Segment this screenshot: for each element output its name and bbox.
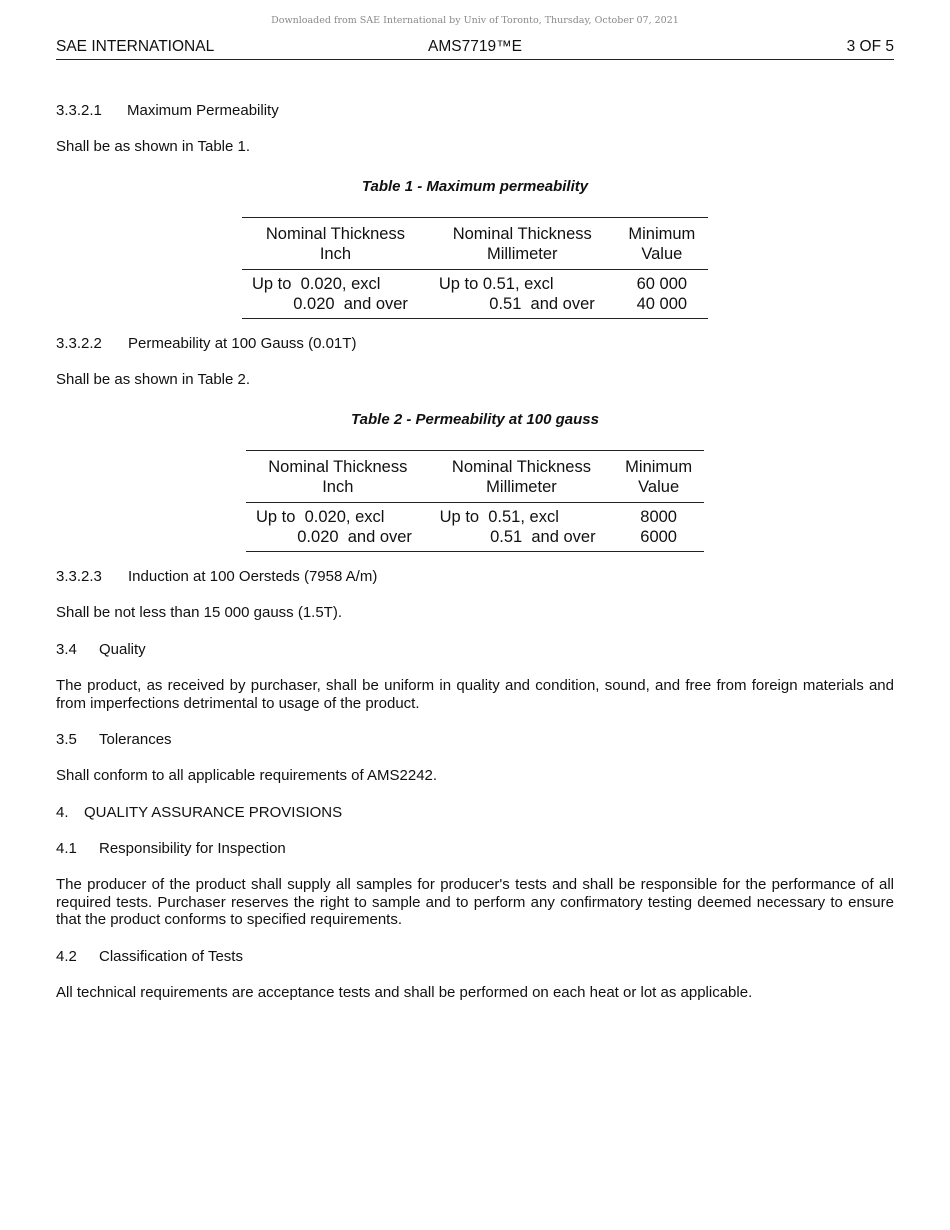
- table-cell-inch: 0.020 and over: [252, 295, 408, 313]
- section-heading-4-2: [56, 948, 243, 965]
- header-document-id: AMS7719™E: [428, 38, 522, 55]
- section-heading-4-1: [56, 840, 286, 857]
- section-number: 3.3.2.3: [56, 568, 102, 585]
- section-text-3-3-2-3: Shall be not less than 15 000 gauss (1.5T).: [56, 604, 343, 621]
- table-cell-inch: Up to 0.020, excl: [256, 508, 385, 526]
- section-number: 3.4: [56, 641, 77, 658]
- table-cell-value: 40 000: [636, 295, 688, 313]
- section-heading-4: [56, 804, 342, 821]
- table-row: [246, 527, 704, 552]
- table-cell-mm: 0.51 and over: [439, 528, 596, 546]
- table-header-cell: Nominal Thickness Inch: [242, 218, 429, 270]
- section-title: Induction at 100 Oersteds (7958 A/m): [128, 568, 378, 585]
- table-header-cell: Nominal Thickness Millimeter: [429, 218, 616, 270]
- table-cell-inch: Up to 0.020, excl: [252, 275, 381, 293]
- section-number: 3.5: [56, 731, 77, 748]
- table-cell-mm: Up to 0.51, excl: [439, 508, 559, 526]
- table-header-cell: Nominal Thickness Millimeter: [430, 451, 614, 503]
- table-cell-value: 8000: [640, 508, 677, 526]
- section-text-4-1: The producer of the product shall supply all samples for producer's tests and shall be responsible for the performance of all required tests. Purchaser reserves the right to sample and to perform any confirmatory testing deemed necessary to ensure that the product conforms to specified requirements.: [56, 876, 894, 928]
- table-header-cell: Minimum Value: [616, 218, 708, 270]
- table-row: [242, 294, 708, 319]
- table-row: [242, 270, 708, 295]
- section-text-3-4: The product, as received by purchaser, shall be uniform in quality and condition, sound, and free from foreign materials and from imperfections detrimental to usage of the product.: [56, 677, 894, 712]
- section-text-3-3-2-2: Shall be as shown in Table 2.: [56, 371, 251, 388]
- table-header-cell: Minimum Value: [613, 451, 704, 503]
- header-organization: SAE INTERNATIONAL: [56, 38, 215, 55]
- section-heading-3-3-2-1: [56, 102, 279, 119]
- section-title: Tolerances: [99, 731, 172, 748]
- section-heading-3-3-2-2: [56, 335, 356, 352]
- section-heading-3-4: [56, 641, 146, 658]
- section-title: QUALITY ASSURANCE PROVISIONS: [84, 804, 343, 821]
- section-number: 3.3.2.1: [56, 102, 102, 119]
- table-cell-mm: Up to 0.51, excl: [438, 275, 554, 293]
- section-text-3-3-2-1: Shall be as shown in Table 1.: [56, 138, 251, 155]
- table2: [246, 450, 704, 552]
- table-cell-value: 60 000: [636, 275, 688, 293]
- table-header-cell: Nominal Thickness Inch: [246, 451, 430, 503]
- section-number: 4.1: [56, 840, 77, 857]
- table-header-row: [246, 451, 704, 503]
- table2-caption: Table 2 - Permeability at 100 gauss: [351, 411, 599, 428]
- table-cell-value: 6000: [640, 528, 677, 546]
- table-cell-inch: 0.020 and over: [256, 528, 412, 546]
- section-title: Quality: [99, 641, 146, 658]
- table-header-row: [242, 218, 708, 270]
- section-text-4-2: All technical requirements are acceptance tests and shall be performed on each heat or lot as applicable.: [56, 984, 753, 1001]
- section-heading-3-3-2-3: [56, 568, 377, 585]
- table1-caption: Table 1 - Maximum permeability: [361, 178, 589, 195]
- header-page-number: 3 OF 5: [846, 38, 894, 55]
- download-watermark: Downloaded from SAE International by Univ of Toronto, Thursday, October 07, 2021: [271, 15, 679, 26]
- section-number: 4.2: [56, 948, 77, 965]
- section-title: Permeability at 100 Gauss (0.01T): [128, 335, 357, 352]
- section-number: 3.3.2.2: [56, 335, 102, 352]
- section-heading-3-5: [56, 731, 172, 748]
- table-cell-mm: 0.51 and over: [438, 295, 595, 313]
- section-number: 4.: [56, 804, 69, 821]
- section-title: Responsibility for Inspection: [99, 840, 286, 857]
- section-title: Maximum Permeability: [127, 102, 279, 119]
- page-header: [56, 38, 894, 60]
- section-text-3-5: Shall conform to all applicable requirements of AMS2242.: [56, 767, 438, 784]
- section-title: Classification of Tests: [99, 948, 243, 965]
- table-row: [246, 503, 704, 528]
- table1: [242, 217, 708, 319]
